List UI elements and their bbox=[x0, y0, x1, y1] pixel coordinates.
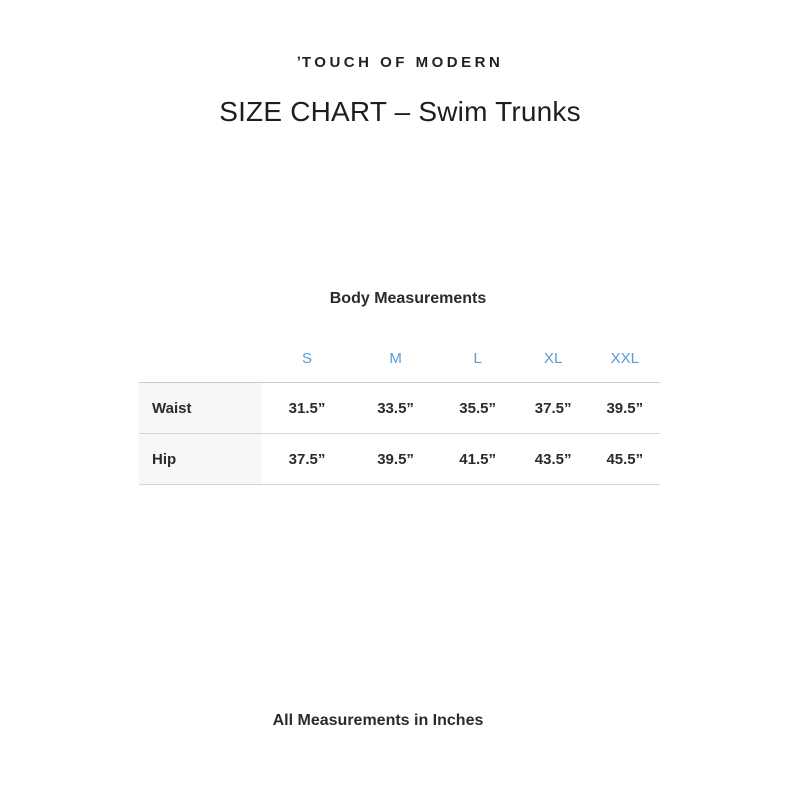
brand-logo bbox=[0, 54, 800, 71]
size-col-header-xxl: XXL bbox=[590, 335, 660, 383]
logo-apostrophe-mark: ʼ bbox=[296, 54, 301, 71]
cell-waist-l: 35.5” bbox=[439, 383, 517, 434]
cell-hip-xxl: 45.5” bbox=[590, 434, 660, 485]
footnote: All Measurements in Inches bbox=[272, 712, 484, 729]
cell-hip-m: 39.5” bbox=[353, 434, 439, 485]
row-label-waist: Waist bbox=[139, 383, 261, 434]
cell-waist-m: 33.5” bbox=[353, 383, 439, 434]
empty-corner-cell bbox=[139, 335, 261, 383]
row-label-hip: Hip bbox=[139, 434, 261, 485]
page-title: SIZE CHART – Swim Trunks bbox=[219, 96, 581, 127]
cell-hip-xl: 43.5” bbox=[517, 434, 590, 485]
cell-waist-s: 31.5” bbox=[261, 383, 352, 434]
table-row-hip bbox=[139, 434, 660, 485]
logo-text: TOUCH OF MODERN bbox=[301, 54, 504, 71]
size-col-header-m: M bbox=[353, 335, 439, 383]
table-caption: Body Measurements bbox=[329, 290, 487, 307]
cell-hip-s: 37.5” bbox=[261, 434, 352, 485]
cell-hip-l: 41.5” bbox=[439, 434, 517, 485]
size-chart-table bbox=[139, 335, 660, 485]
size-header-row bbox=[139, 335, 660, 383]
cell-waist-xxl: 39.5” bbox=[590, 383, 660, 434]
size-col-header-s: S bbox=[261, 335, 352, 383]
cell-waist-xl: 37.5” bbox=[517, 383, 590, 434]
size-col-header-l: L bbox=[439, 335, 517, 383]
size-col-header-xl: XL bbox=[517, 335, 590, 383]
table-row-waist bbox=[139, 383, 660, 434]
